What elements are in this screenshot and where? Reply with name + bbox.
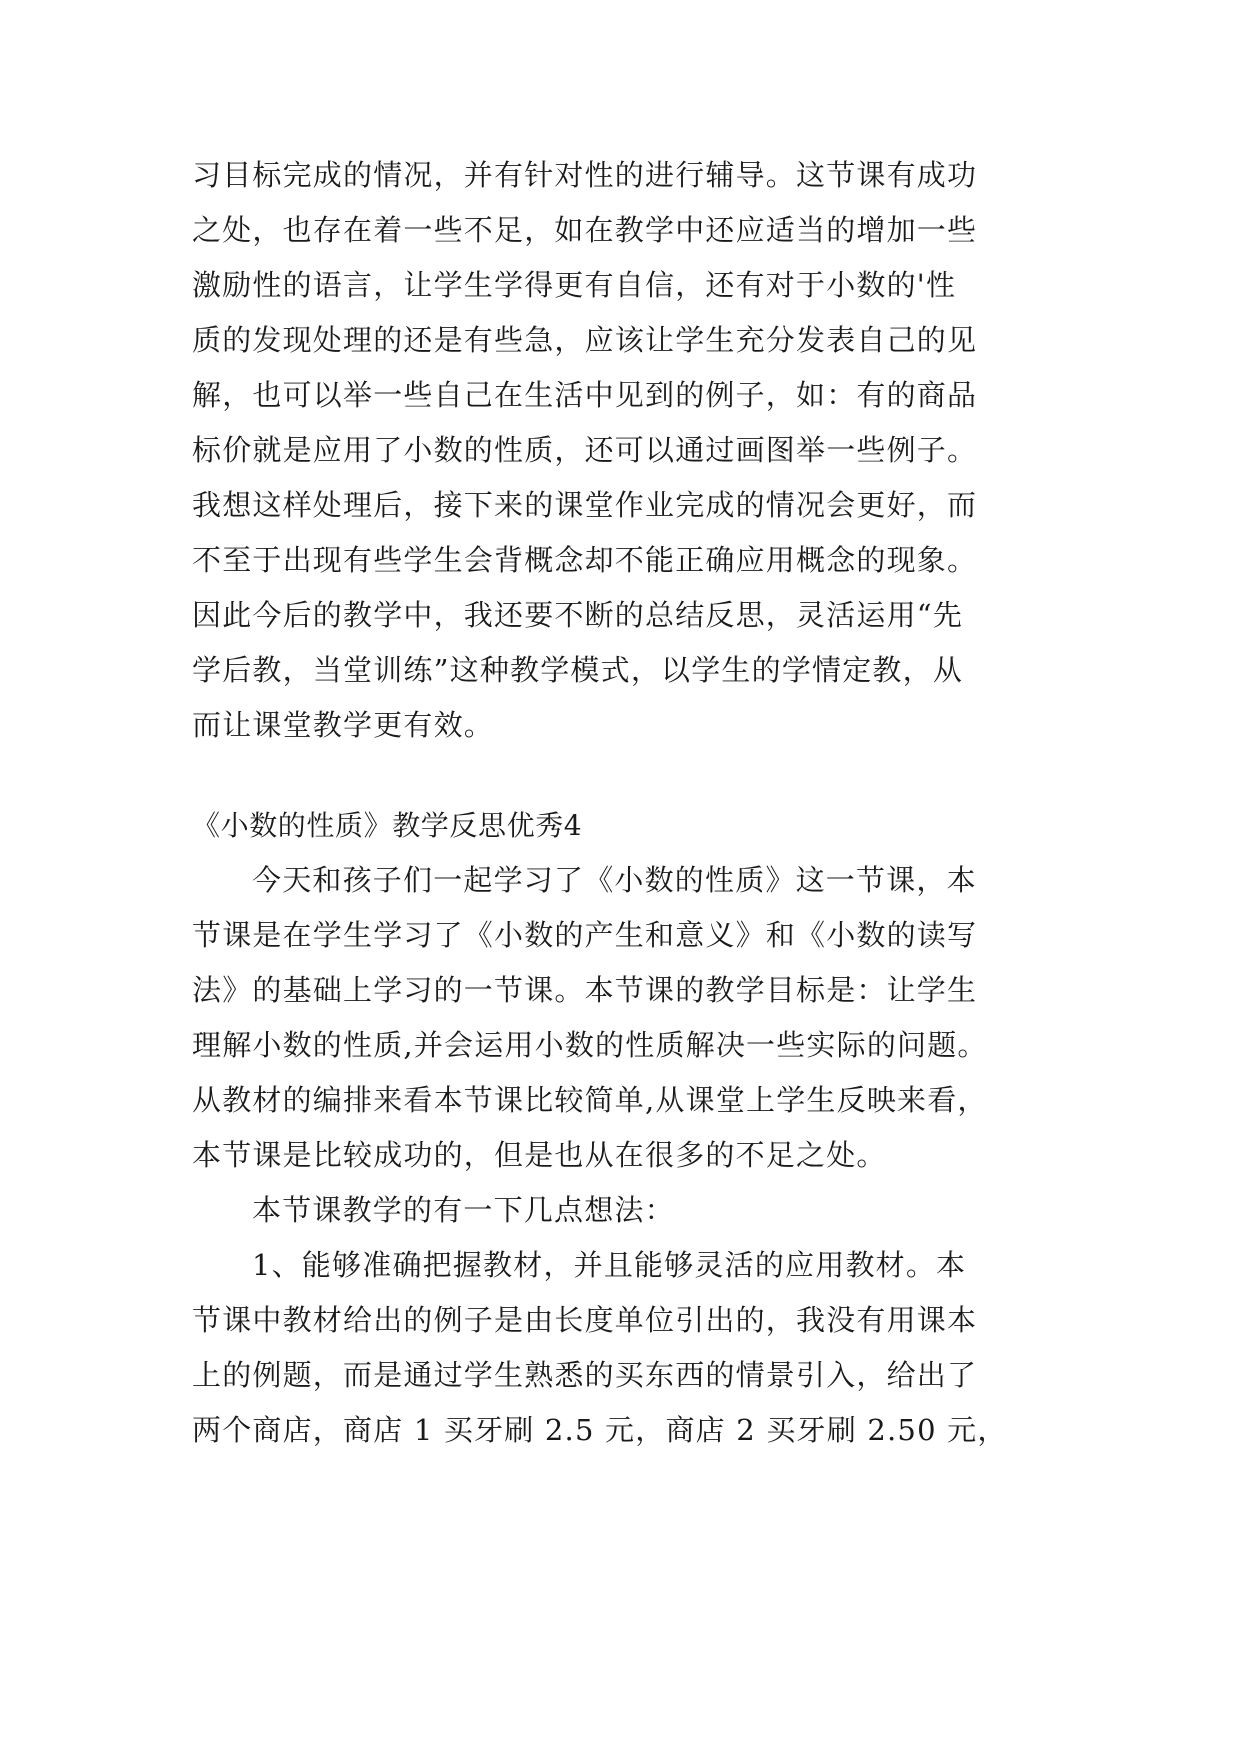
text-line: 本节课是比较成功的，但是也从在很多的不足之处。 — [192, 1138, 887, 1172]
text-line: 上的例题，而是通过学生熟悉的买东西的情景引入，给出了 — [192, 1358, 978, 1392]
text-line: 之处，也存在着一些不足，如在教学中还应适当的增加一些 — [192, 213, 978, 247]
text-line: 节课是在学生学习了《小数的产生和意义》和《小数的读写 — [192, 918, 978, 952]
text-line: 因此今后的教学中，我还要不断的总结反思，灵活运用“先 — [192, 598, 964, 632]
point-one-paragraph — [192, 1238, 1052, 1458]
text-line: 从教材的编排来看本节课比较简单,从课堂上学生反映来看， — [192, 1083, 988, 1117]
text-line: 今天和孩子们一起学习了《小数的性质》这一节课，本 — [252, 863, 977, 897]
text-line: 不至于出现有些学生会背概念却不能正确应用概念的现象。 — [192, 543, 978, 577]
text-line: 1、能够准确把握教材，并且能够灵活的应用教材。本 — [252, 1248, 967, 1282]
section-spacer — [192, 753, 1052, 798]
text-line: 本节课教学的有一下几点想法： — [252, 1193, 675, 1227]
text-line: 法》的基础上学习的一节课。本节课的教学目标是：让学生 — [192, 973, 978, 1007]
text-line: 质的发现处理的还是有些急，应该让学生充分发表自己的见 — [192, 323, 978, 357]
text-line: 激励性的语言，让学生学得更有自信，还有对于小数的'性 — [192, 268, 957, 302]
text-line: 两个商店，商店 1 买牙刷 2.5 元，商店 2 买牙刷 2.50 元， — [192, 1413, 1008, 1447]
intro-paragraph — [192, 853, 1052, 1183]
text-line: 习目标完成的情况，并有针对性的进行辅导。这节课有成功 — [192, 158, 978, 192]
text-line: 标价就是应用了小数的性质，还可以通过画图举一些例子。 — [192, 433, 978, 467]
text-line: 解，也可以举一些自己在生活中见到的例子，如：有的商品 — [192, 378, 978, 412]
text-line: 而让课堂教学更有效。 — [192, 708, 495, 742]
text-line: 节课中教材给出的例子是由长度单位引出的，我没有用课本 — [192, 1303, 978, 1337]
text-line: 学后教，当堂训练”这种教学模式，以学生的学情定教，从 — [192, 653, 964, 687]
section-title: 《小数的性质》教学反思优秀4 — [192, 809, 583, 842]
continuation-paragraph — [192, 148, 1052, 753]
text-line: 我想这样处理后，接下来的课堂作业完成的情况会更好，而 — [192, 488, 978, 522]
document-body — [192, 148, 1052, 1458]
text-line: 理解小数的性质,并会运用小数的性质解决一些实际的问题。 — [192, 1028, 988, 1062]
thoughts-paragraph — [192, 1183, 1052, 1238]
